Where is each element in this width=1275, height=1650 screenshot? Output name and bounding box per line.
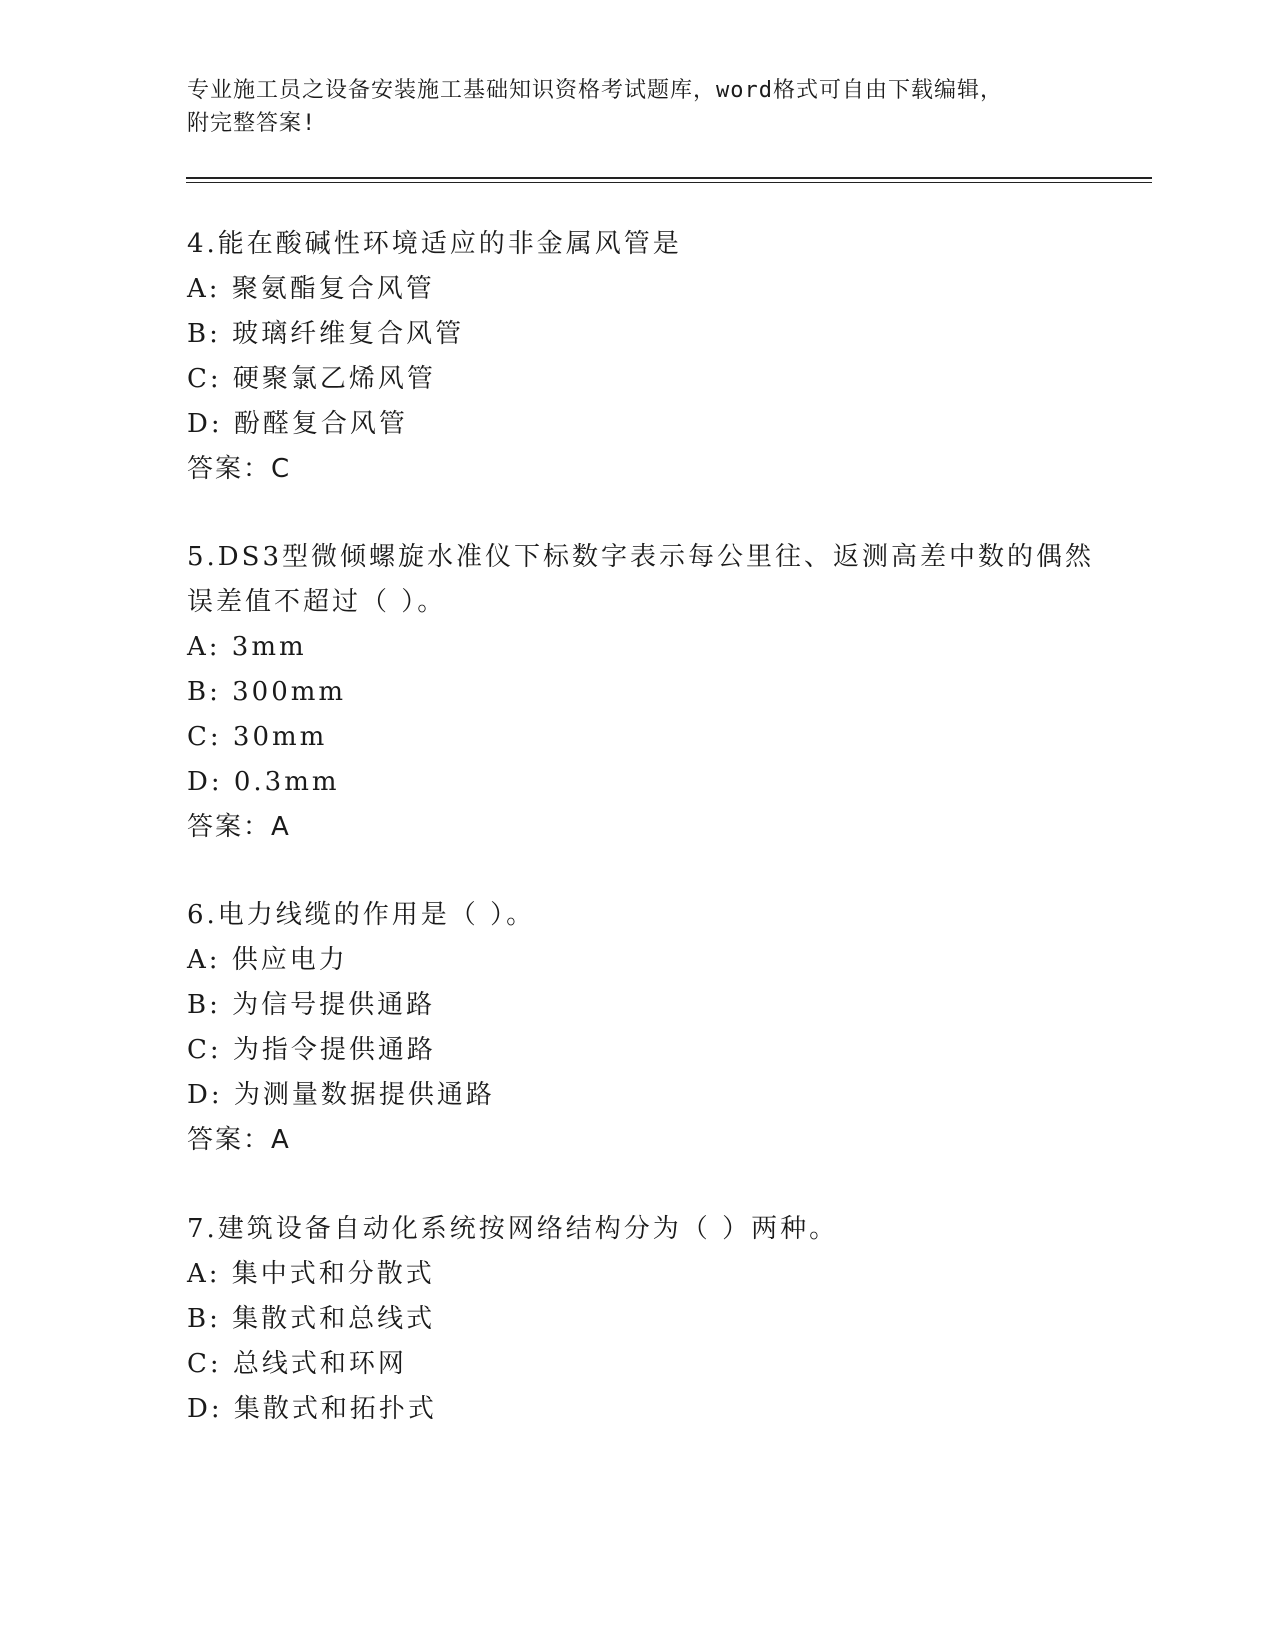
question-stem-line-2: 误差值不超过（ ）。 <box>187 587 447 617</box>
option-c: C: 硬聚氯乙烯风管 <box>187 364 436 394</box>
option-b: B: 300mm <box>187 677 347 707</box>
option-d: D: 0.3mm <box>187 767 340 797</box>
question-stem: 6.电力线缆的作用是（ ）。 <box>187 900 536 930</box>
option-d: D: 酚醛复合风管 <box>187 409 408 439</box>
option-b: B: 集散式和总线式 <box>187 1304 436 1334</box>
header-line-1: 专业施工员之设备安装施工基础知识资格考试题库，word格式可自由下载编辑， <box>187 78 1003 103</box>
question-4 <box>187 222 1087 492</box>
question-stem-line-1: 5.DS3型微倾螺旋水准仪下标数字表示每公里往、返测高差中数的偶然 <box>187 542 1095 572</box>
option-d: D: 集散式和拓扑式 <box>187 1394 437 1424</box>
header-line-2: 附完整答案! <box>187 111 317 136</box>
option-c: C: 为指令提供通路 <box>187 1035 436 1065</box>
option-a: A: 集中式和分散式 <box>187 1259 435 1289</box>
document-header <box>187 74 1087 140</box>
option-b: B: 玻璃纤维复合风管 <box>187 319 465 349</box>
option-a: A: 聚氨酯复合风管 <box>187 274 435 304</box>
option-c: C: 总线式和环网 <box>187 1349 407 1379</box>
option-a: A: 3mm <box>187 632 307 662</box>
option-a: A: 供应电力 <box>187 945 348 975</box>
answer: 答案：A <box>187 812 291 842</box>
question-5 <box>187 535 1095 850</box>
question-stem: 7.建筑设备自动化系统按网络结构分为（ ）两种。 <box>187 1214 839 1244</box>
question-6 <box>187 893 1087 1163</box>
answer: 答案：C <box>187 454 292 484</box>
question-7 <box>187 1207 1087 1432</box>
option-d: D: 为测量数据提供通路 <box>187 1080 495 1110</box>
header-divider <box>186 177 1152 183</box>
question-stem: 4.能在酸碱性环境适应的非金属风管是 <box>187 229 682 259</box>
option-b: B: 为信号提供通路 <box>187 990 436 1020</box>
answer: 答案：A <box>187 1125 291 1155</box>
option-c: C: 30mm <box>187 722 328 752</box>
